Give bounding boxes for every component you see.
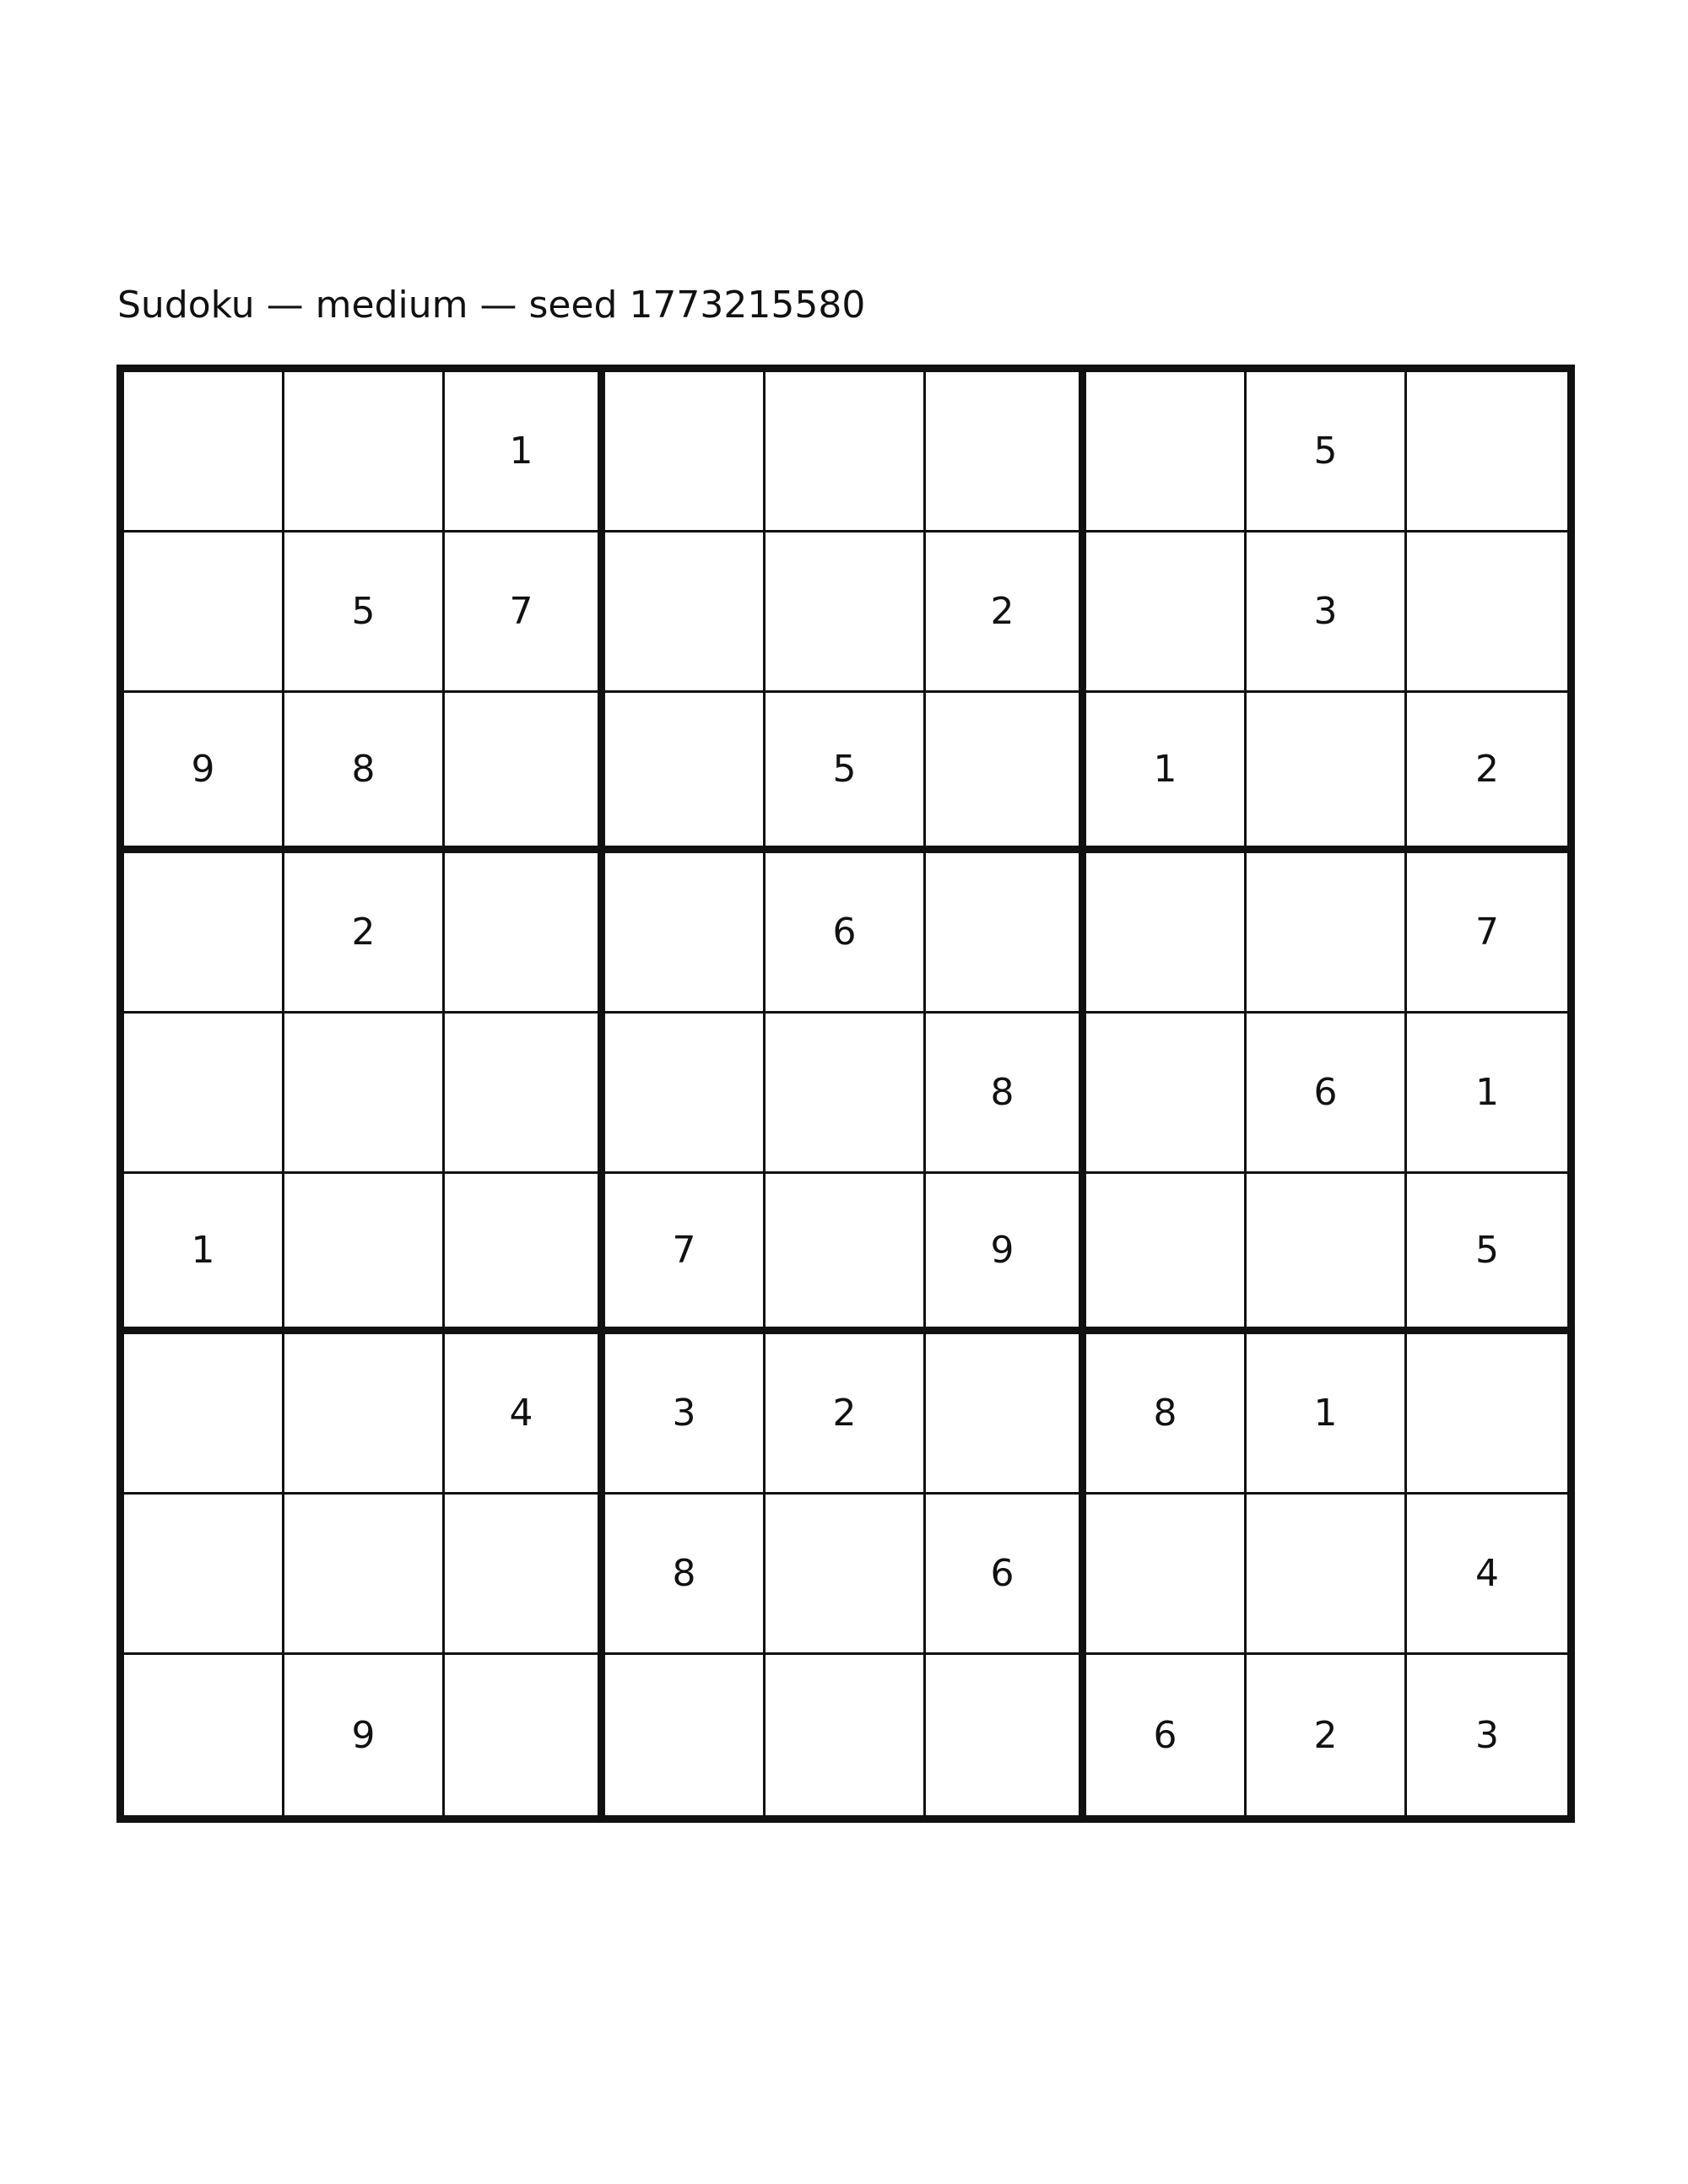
sudoku-cell-r5c1[interactable] <box>124 1014 284 1174</box>
sudoku-cell-r3c3[interactable] <box>445 693 605 853</box>
sudoku-cell-r9c3[interactable] <box>445 1655 605 1815</box>
sudoku-cell-r5c7[interactable] <box>1086 1014 1247 1174</box>
sudoku-cell-r5c5[interactable] <box>766 1014 926 1174</box>
sudoku-cell-r1c4[interactable] <box>605 372 766 532</box>
sudoku-cell-r4c3[interactable] <box>445 853 605 1014</box>
sudoku-cell-r6c5[interactable] <box>766 1174 926 1334</box>
sudoku-cell-r7c2[interactable] <box>284 1334 445 1495</box>
sudoku-cell-r7c1[interactable] <box>124 1334 284 1495</box>
sudoku-cell-r2c5[interactable] <box>766 532 926 693</box>
sudoku-cell-r4c5[interactable]: 6 <box>766 853 926 1014</box>
sudoku-cell-r3c8[interactable] <box>1247 693 1407 853</box>
sudoku-cell-r1c6[interactable] <box>926 372 1086 532</box>
page-title: Sudoku — medium — seed 1773215580 <box>117 284 866 327</box>
sudoku-cell-r6c8[interactable] <box>1247 1174 1407 1334</box>
sudoku-cell-r6c1[interactable]: 1 <box>124 1174 284 1334</box>
sudoku-cell-r9c8[interactable]: 2 <box>1247 1655 1407 1815</box>
sudoku-cell-r1c5[interactable] <box>766 372 926 532</box>
sudoku-cell-r6c9[interactable]: 5 <box>1407 1174 1567 1334</box>
sudoku-cell-r8c5[interactable] <box>766 1495 926 1655</box>
sudoku-cell-r9c6[interactable] <box>926 1655 1086 1815</box>
sudoku-cell-r1c7[interactable] <box>1086 372 1247 532</box>
sudoku-cell-r5c8[interactable]: 6 <box>1247 1014 1407 1174</box>
sudoku-cell-r1c9[interactable] <box>1407 372 1567 532</box>
sudoku-cell-r4c6[interactable] <box>926 853 1086 1014</box>
sudoku-cell-r5c3[interactable] <box>445 1014 605 1174</box>
sudoku-cell-r2c8[interactable]: 3 <box>1247 532 1407 693</box>
sudoku-cell-r4c2[interactable]: 2 <box>284 853 445 1014</box>
sudoku-cell-r3c4[interactable] <box>605 693 766 853</box>
sudoku-board <box>116 365 1575 1823</box>
sudoku-cell-r4c1[interactable] <box>124 853 284 1014</box>
sudoku-cell-r8c3[interactable] <box>445 1495 605 1655</box>
sudoku-cell-r2c2[interactable]: 5 <box>284 532 445 693</box>
sudoku-cell-r1c3[interactable]: 1 <box>445 372 605 532</box>
sudoku-cell-r8c8[interactable] <box>1247 1495 1407 1655</box>
sudoku-cell-r2c6[interactable]: 2 <box>926 532 1086 693</box>
sudoku-cell-r9c9[interactable]: 3 <box>1475 1713 1499 1757</box>
sudoku-cell-r9c2[interactable]: 9 <box>284 1655 445 1815</box>
sudoku-cell-r5c9[interactable]: 1 <box>1407 1014 1567 1174</box>
sudoku-cell-r6c4[interactable]: 7 <box>605 1174 766 1334</box>
sudoku-cell-r7c3[interactable]: 4 <box>445 1334 605 1495</box>
sudoku-cell-r6c2[interactable] <box>284 1174 445 1334</box>
sudoku-cell-r7c8[interactable]: 1 <box>1247 1334 1407 1495</box>
sudoku-cell-r8c7[interactable] <box>1086 1495 1247 1655</box>
sudoku-cell-r5c6[interactable]: 8 <box>926 1014 1086 1174</box>
sudoku-cell-r4c7[interactable] <box>1086 853 1247 1014</box>
sudoku-cell-r8c9[interactable]: 4 <box>1407 1495 1567 1655</box>
sudoku-cell-r9c4[interactable] <box>605 1655 766 1815</box>
sudoku-cell-r5c2[interactable] <box>284 1014 445 1174</box>
sudoku-cell-r8c1[interactable] <box>124 1495 284 1655</box>
sudoku-cell-r3c9[interactable]: 2 <box>1407 693 1567 853</box>
sudoku-cell-r6c6[interactable]: 9 <box>926 1174 1086 1334</box>
sudoku-cell-r3c1[interactable]: 9 <box>124 693 284 853</box>
sudoku-cell-r2c3[interactable]: 7 <box>445 532 605 693</box>
sudoku-cell-r9c1[interactable] <box>124 1655 284 1815</box>
sudoku-cell-r7c4[interactable]: 3 <box>605 1334 766 1495</box>
sudoku-cell-r8c2[interactable] <box>284 1495 445 1655</box>
sudoku-cell-r8c4[interactable]: 8 <box>605 1495 766 1655</box>
sudoku-cell-r3c7[interactable]: 1 <box>1086 693 1247 853</box>
sudoku-cell-r6c3[interactable] <box>445 1174 605 1334</box>
sudoku-cell-r2c7[interactable] <box>1086 532 1247 693</box>
sudoku-cell-r2c4[interactable] <box>605 532 766 693</box>
sudoku-cell-r4c4[interactable] <box>605 853 766 1014</box>
sudoku-cell-r6c7[interactable] <box>1086 1174 1247 1334</box>
sudoku-cell-r7c5[interactable]: 2 <box>766 1334 926 1495</box>
sudoku-cell-r7c6[interactable] <box>926 1334 1086 1495</box>
sudoku-cell-r7c7[interactable]: 8 <box>1086 1334 1247 1495</box>
sudoku-cell-r4c9[interactable]: 7 <box>1407 853 1567 1014</box>
sudoku-cell-r2c1[interactable] <box>124 532 284 693</box>
sudoku-cell-r8c6[interactable]: 6 <box>926 1495 1086 1655</box>
sudoku-cell-r1c2[interactable] <box>284 372 445 532</box>
sudoku-cell-r3c6[interactable] <box>926 693 1086 853</box>
sudoku-cell-r9c5[interactable] <box>766 1655 926 1815</box>
sudoku-cell-r1c8[interactable]: 5 <box>1247 372 1407 532</box>
sudoku-cell-r4c8[interactable] <box>1247 853 1407 1014</box>
sudoku-cell-r3c5[interactable]: 5 <box>766 693 926 853</box>
sudoku-cell-r9c7[interactable]: 6 <box>1086 1655 1247 1815</box>
sudoku-cell-r7c9[interactable] <box>1407 1334 1567 1495</box>
sudoku-cell-r2c9[interactable] <box>1407 532 1567 693</box>
sudoku-cell-r1c1[interactable] <box>124 372 284 532</box>
sudoku-cell-r3c2[interactable]: 8 <box>284 693 445 853</box>
sudoku-cell-r5c4[interactable] <box>605 1014 766 1174</box>
